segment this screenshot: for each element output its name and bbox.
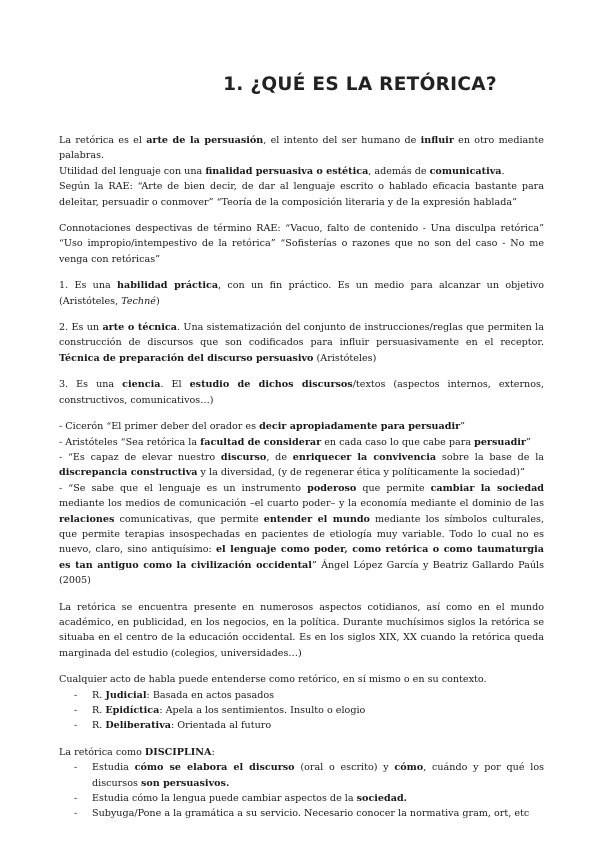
quote-lopez-gallardo: - “Se sabe que el lenguaje es un instrumento poderoso que permite cambiar la sociedad mediante los medios de comunicación –el cuarto poder– y la economía mediante el dominio de las relaciones comunicativas, que permite entender el mundo mediante los símbolos culturales, que permite terapias insospechadas en pacientes de etiología muy variable. Todo lo cual no es nuevo, claro, sino antiquísimo: el lenguaje como poder, como retórica o como taumaturgia es tan antiguo como la civilización occidental” Ángel López García y Beatriz Gallardo Paúls (2005) (59, 482, 545, 587)
list-item: - R. Judicial: Basada en actos pasados (59, 688, 544, 703)
intro-line-1: La retórica es el arte de la persuasión, el intento del ser humano de influir en otro mediante palabras. (59, 135, 544, 162)
presence-paragraph: La retórica se encuentra presente en numerosos aspectos cotidianos, así como en el mundo académico, en publicidad, en los negocios, en la política. Durante muchísimos siglos la retórica se situaba en el centro de la educación occidental. Es en los siglos XIX, XX cuando la retórica queda marginada del estudio (colegios, universidades…) (59, 601, 544, 659)
quote-discurso: - “Es capaz de elevar nuestro discurso, de enriquecer la convivencia sobre la base de la discrepancia constructiva y la diversidad, (y de regenerar ética y políticamente la sociedad)” (59, 451, 544, 479)
list-item: - R. Epidíctica: Apela a los sentimientos. Insulto o elogio (59, 703, 544, 718)
quote-aristoteles: - Aristóteles “Sea retórica la facultad de considerar en cada caso lo que cabe para persuadir” (59, 436, 531, 448)
quote-ciceron: - Cicerón “El primer deber del orador es decir apropiadamente para persuadir” (59, 421, 466, 433)
list-item: - R. Deliberativa: Orientada al futuro (59, 718, 544, 733)
discipline-list (59, 760, 544, 822)
intro-line-2: Utilidad del lenguaje con una finalidad persuasiva o estética, además de comunicativa. (59, 165, 505, 177)
rae-definition: Según la RAE: “Arte de bien decir, de dar al lenguaje escrito o hablado eficacia bastante para deleitar, persuadir o conmover” “Teoría de la composición literaria y de la expresión hablada” (59, 181, 544, 208)
page-title: 1. ¿QUÉ ES LA RETÓRICA? (223, 74, 497, 95)
point-2: 2. Es un arte o técnica. Una sistematización del conjunto de instrucciones/reglas que permiten la construcción de discursos que son codificados para influir persuasivamente en el receptor. Técnica de preparación del discurso persuasivo (Aristóteles) (59, 322, 544, 364)
list-item: - Estudia cómo la lengua puede cambiar aspectos de la sociedad. (59, 791, 544, 806)
document-body (59, 133, 544, 822)
connotations-paragraph: Connotaciones despectivas de término RAE: “Vacuo, falto de contenido - Una disculpa retórica” “Uso impropio/intempestivo de la retórica” “Sofisterías o razones que no son del caso - No me venga con retóricas” (59, 223, 544, 265)
point-1: 1. Es una habilidad práctica, con un fin práctico. Es un medio para alcanzar un objetivo (Aristóteles, Techné) (59, 280, 545, 307)
list-item: - Estudia cómo se elabora el discurso (oral o escrito) y cómo, cuándo y por qué los discursos son persuasivos. (59, 760, 544, 791)
point-3: 3. Es una ciencia. El estudio de dichos discursos/textos (aspectos internos, externos, constructivos, comunicativos…) (59, 379, 544, 406)
speech-acts-list (59, 688, 544, 734)
speech-acts-intro: Cualquier acto de habla puede entenderse como retórico, en sí mismo o en su contexto. (59, 674, 487, 686)
discipline-intro: La retórica como DISCIPLINA: (59, 746, 215, 758)
list-item: - Subyuga/Pone a la gramática a su servicio. Necesario conocer la normativa gram, ort, etc (59, 806, 544, 821)
